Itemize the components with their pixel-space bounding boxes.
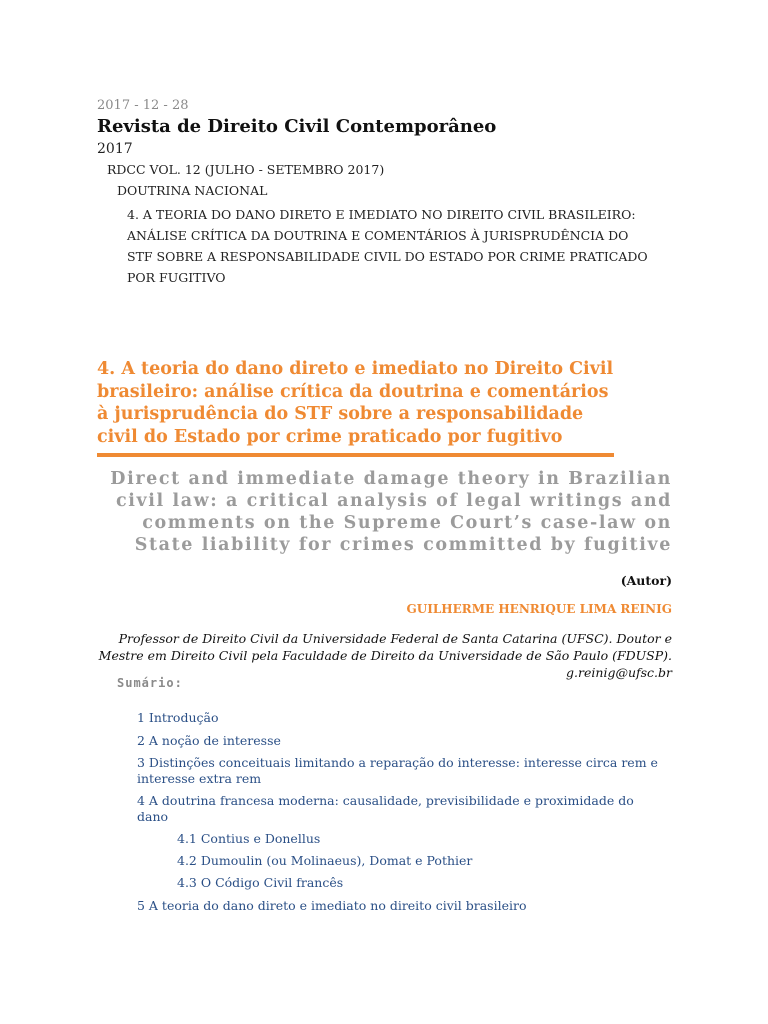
journal-section: DOUTRINA NACIONAL (117, 183, 268, 198)
toc-item-distincoes-conceituais[interactable]: 3 Distinções conceituais limitando a reparação do interesse: interesse circa rem e interesse extra rem (137, 755, 658, 786)
summary-heading: Sumário: (117, 676, 183, 690)
toc-item-teoria-dano-direto[interactable]: 5 A teoria do dano direto e imediato no direito civil brasileiro (137, 898, 527, 913)
toc-item-doutrina-francesa[interactable]: 4 A doutrina francesa moderna: causalidade, previsibilidade e proximidade do dano (137, 793, 634, 824)
author-role: (Autor) (620, 573, 672, 588)
toc-item-nocao-de-interesse[interactable]: 2 A noção de interesse (137, 733, 281, 748)
author-bio: Professor de Direito Civil da Universidade Federal de Santa Catarina (UFSC). Doutor e Mestre em Direito Civil pela Faculdade de Direito da Universidade de São Paulo (FDUSP). g.reinig@ufsc.br (98, 631, 672, 680)
journal-volume: RDCC VOL. 12 (JULHO - SETEMBRO 2017) (107, 162, 385, 177)
article-title-english: Direct and immediate damage theory in Brazilian civil law: a critical analysis of legal writings and comments on the Supreme Court’s case-law on State liability for crimes committed by fugitive (110, 469, 672, 555)
author-name: GUILHERME HENRIQUE LIMA REINIG (406, 602, 672, 616)
toc-item-codigo-civil-frances[interactable]: 4.3 O Código Civil francês (177, 875, 344, 890)
journal-title: Revista de Direito Civil Contemporâneo (97, 116, 497, 137)
article-title-portuguese: 4. A teoria do dano direto e imediato no Direito Civil brasileiro: análise crítica da doutrina e comentários à jurisprudência do STF sobre a responsabilidade civil do Estado por crime praticado por fugitivo (97, 359, 614, 447)
publication-date: 2017 - 12 - 28 (97, 98, 189, 113)
journal-year: 2017 (97, 141, 133, 157)
title-divider (97, 453, 614, 457)
toc-item-contius-donellus[interactable]: 4.1 Contius e Donellus (177, 831, 321, 846)
toc-item-introducao[interactable]: 1 Introdução (137, 710, 219, 725)
toc-item-dumoulin-domat-pothier[interactable]: 4.2 Dumoulin (ou Molinaeus), Domat e Pothier (177, 853, 473, 868)
article-breadcrumb: 4. A TEORIA DO DANO DIRETO E IMEDIATO NO DIREITO CIVIL BRASILEIRO: ANÁLISE CRÍTICA DA DOUTRINA E COMENTÁRIOS À JURISPRUDÊNCIA DO STF SOBRE A RESPONSABILIDADE CIVIL DO ESTADO POR CRIME PRATICADO POR FUGITIVO (127, 207, 648, 285)
